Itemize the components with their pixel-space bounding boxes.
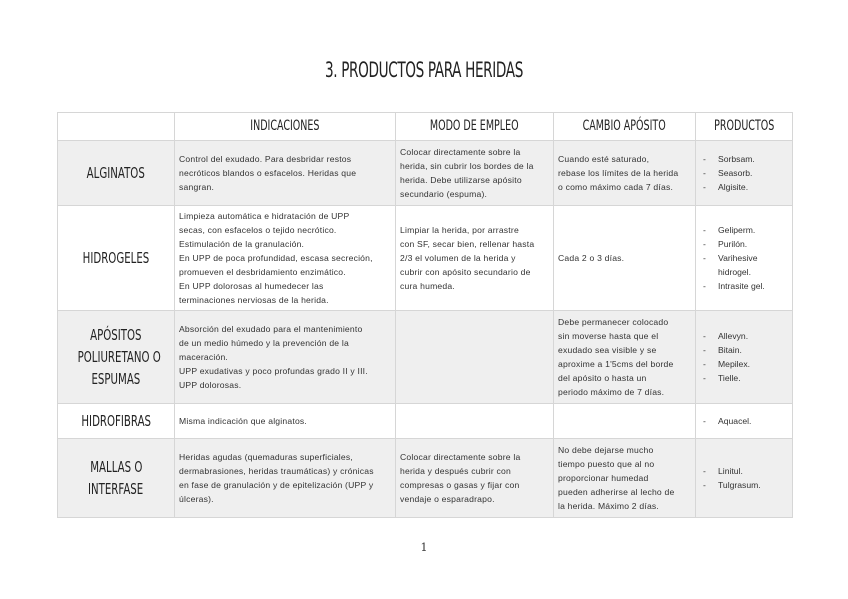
- cell-productos: [696, 404, 793, 439]
- product-list: [700, 464, 788, 492]
- cell-indicaciones: [175, 311, 396, 404]
- cell-productos: [696, 439, 793, 518]
- modo-text: Limpiar la herida, por arrastre con SF, secar bien, rellenar hasta 2/3 el volumen de la herida y cubrir con apósito secundario de cura humeda.: [400, 225, 535, 291]
- product-item: - Purilón.: [700, 237, 788, 251]
- cell-modo: [396, 439, 554, 518]
- row-name-line: MALLAS O: [89, 458, 143, 476]
- cell-cambio: [554, 206, 696, 311]
- indicaciones-text: Heridas agudas (quemaduras superficiales, dermabrasiones, heridas traumáticas) y crónicas en fase de granulación y de epitelización (UPP y úlceras).: [179, 452, 374, 504]
- product-item: - Algisite.: [700, 180, 788, 194]
- table-row: [58, 206, 793, 311]
- product-item: - Aquacel.: [700, 414, 788, 428]
- row-name-line: POLIURETANO O: [77, 348, 161, 366]
- cell-indicaciones: [175, 141, 396, 206]
- cell-cambio: [554, 439, 696, 518]
- header-cambio-aposito: [554, 113, 696, 141]
- indicaciones-text: Misma indicación que alginatos.: [179, 416, 308, 426]
- header-empty: [58, 113, 175, 141]
- row-name-cell: [58, 439, 175, 518]
- table-row: [58, 439, 793, 518]
- row-name-line: ALGINATOS: [86, 164, 146, 182]
- row-name-line: HIDROFIBRAS: [81, 412, 151, 430]
- table-row: [58, 311, 793, 404]
- product-item: - Mepilex.: [700, 357, 788, 371]
- row-name-cell: [58, 311, 175, 404]
- product-item: - Seasorb.: [700, 166, 788, 180]
- header-label: MODO DE EMPLEO: [430, 118, 519, 134]
- indicaciones-text: Limpieza automática e hidratación de UPP secas, con esfacelos o tejido necrótico. Estimulación de la granulación. En UPP de poca profundidad, escasa secreción, promueven el desbridamiento enzimático. En UPP dolorosas al humedecer las terminaciones nerviosas de la herida.: [179, 211, 373, 305]
- product-list: [700, 223, 788, 293]
- cambio-text: Debe permanecer colocado sin moverse hasta que el exudado sea visible y se aproxime a 1'5cms del borde del apósito o hasta un periodo máximo de 7 días.: [558, 317, 674, 397]
- cell-modo: [396, 404, 554, 439]
- product-item: - Allevyn.: [700, 329, 788, 343]
- cell-modo: [396, 311, 554, 404]
- product-item: - Tulgrasum.: [700, 478, 788, 492]
- indicaciones-text: Control del exudado. Para desbridar restos necróticos blandos o esfacelos. Heridas que sangran.: [179, 154, 357, 192]
- product-list: [700, 152, 788, 194]
- header-label: INDICACIONES: [250, 118, 320, 134]
- cell-indicaciones: [175, 404, 396, 439]
- cell-productos: [696, 311, 793, 404]
- product-item: - Tielle.: [700, 371, 788, 385]
- table-row: [58, 141, 793, 206]
- header-label: PRODUCTOS: [713, 118, 775, 134]
- product-item: - Sorbsam.: [700, 152, 788, 166]
- row-name-cell: [58, 141, 175, 206]
- product-list: [700, 329, 788, 385]
- modo-text: Colocar directamente sobre la herida y después cubrir con compresas o gasas y fijar con vendaje o esparadrapo.: [400, 452, 521, 504]
- cell-cambio: [554, 404, 696, 439]
- page-title: 3. PRODUCTOS PARA HERIDAS: [325, 58, 523, 82]
- indicaciones-text: Absorción del exudado para el mantenimiento de un medio húmedo y la prevención de la maceración. UPP exudativas y poco profundas grado II y III. UPP dolorosas.: [179, 324, 368, 390]
- cell-modo: [396, 141, 554, 206]
- cell-cambio: [554, 141, 696, 206]
- products-table: [57, 112, 793, 518]
- header-indicaciones: [175, 113, 396, 141]
- product-item: - Varihesive hidrogel.: [700, 251, 788, 279]
- cambio-text: No debe dejarse mucho tiempo puesto que al no proporcionar humedad pueden adherirse al lecho de la herida. Máximo 2 días.: [558, 445, 675, 511]
- cell-indicaciones: [175, 206, 396, 311]
- cell-productos: [696, 206, 793, 311]
- table-header-row: [58, 113, 793, 141]
- header-label: CAMBIO APÓSITO: [582, 118, 667, 134]
- row-name-line: ESPUMAS: [91, 370, 141, 388]
- row-name-cell: [58, 206, 175, 311]
- product-item: - Bitain.: [700, 343, 788, 357]
- product-list: [700, 414, 788, 428]
- product-item: - Linitul.: [700, 464, 788, 478]
- product-item: - Geliperm.: [700, 223, 788, 237]
- cell-modo: [396, 206, 554, 311]
- page-number: 1: [420, 541, 428, 554]
- row-name-cell: [58, 404, 175, 439]
- header-modo-empleo: [396, 113, 554, 141]
- row-name-line: HIDROGELES: [82, 249, 150, 267]
- cell-productos: [696, 141, 793, 206]
- cell-cambio: [554, 311, 696, 404]
- table-row: [58, 404, 793, 439]
- product-item: - Intrasite gel.: [700, 279, 788, 293]
- modo-text: Colocar directamente sobre la herida, sin cubrir los bordes de la herida. Debe utilizarse apósito secundario (espuma).: [400, 147, 534, 199]
- row-name-line: APÓSITOS: [90, 326, 142, 344]
- row-name-line: INTERFASE: [88, 480, 144, 498]
- header-productos: [696, 113, 793, 141]
- cambio-text: Cada 2 o 3 días.: [558, 253, 625, 263]
- cambio-text: Cuando esté saturado, rebase los límites de la herida o como máximo cada 7 días.: [558, 154, 679, 192]
- cell-indicaciones: [175, 439, 396, 518]
